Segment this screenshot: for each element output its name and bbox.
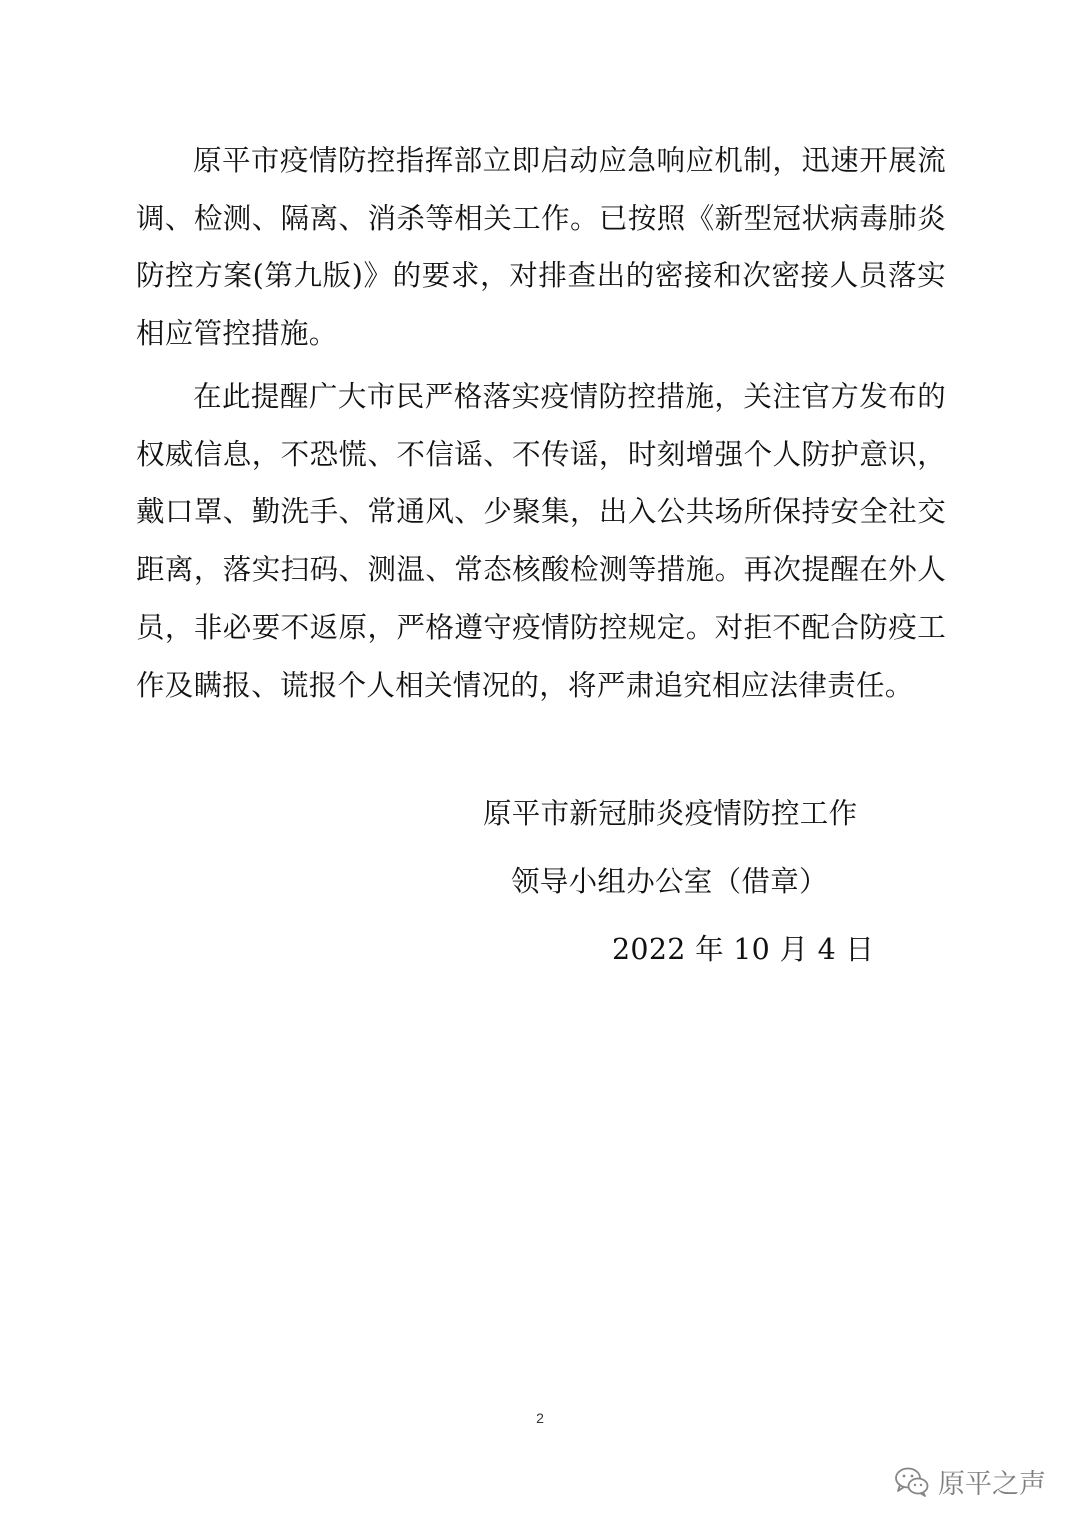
signature-line-1: 原平市新冠肺炎疫情防控工作: [483, 797, 858, 830]
signature-date: 2022 年 10 月 4 日: [612, 933, 875, 966]
watermark: [894, 1462, 1046, 1501]
signature-line-2: 领导小组办公室（借章）: [511, 865, 828, 898]
body-paragraph-2: 在此提醒广大市民严格落实疫情防控措施，关注官方发布的权威信息，不恐慌、不信谣、不传谣，时刻增强个人防护意识，戴口罩、勤洗手、常通风、少聚集，出入公共场所保持安全社交距离，落实扫码、测温、常态核酸检测等措施。再次提醒在外人员，非必要不返原，严格遵守疫情防控规定。对拒不配合防疫工作及瞒报、谎报个人相关情况的，将严肃追究相应法律责任。: [136, 380, 946, 702]
body-paragraph-1: 原平市疫情防控指挥部立即启动应急响应机制，迅速开展流调、检测、隔离、消杀等相关工作。已按照《新型冠状病毒肺炎防控方案(第九版)》的要求，对排查出的密接和次密接人员落实相应管控措施。: [136, 144, 946, 351]
wechat-icon: [894, 1466, 930, 1498]
watermark-text: 原平之声: [938, 1469, 1046, 1500]
page-number: 2: [536, 1410, 544, 1426]
